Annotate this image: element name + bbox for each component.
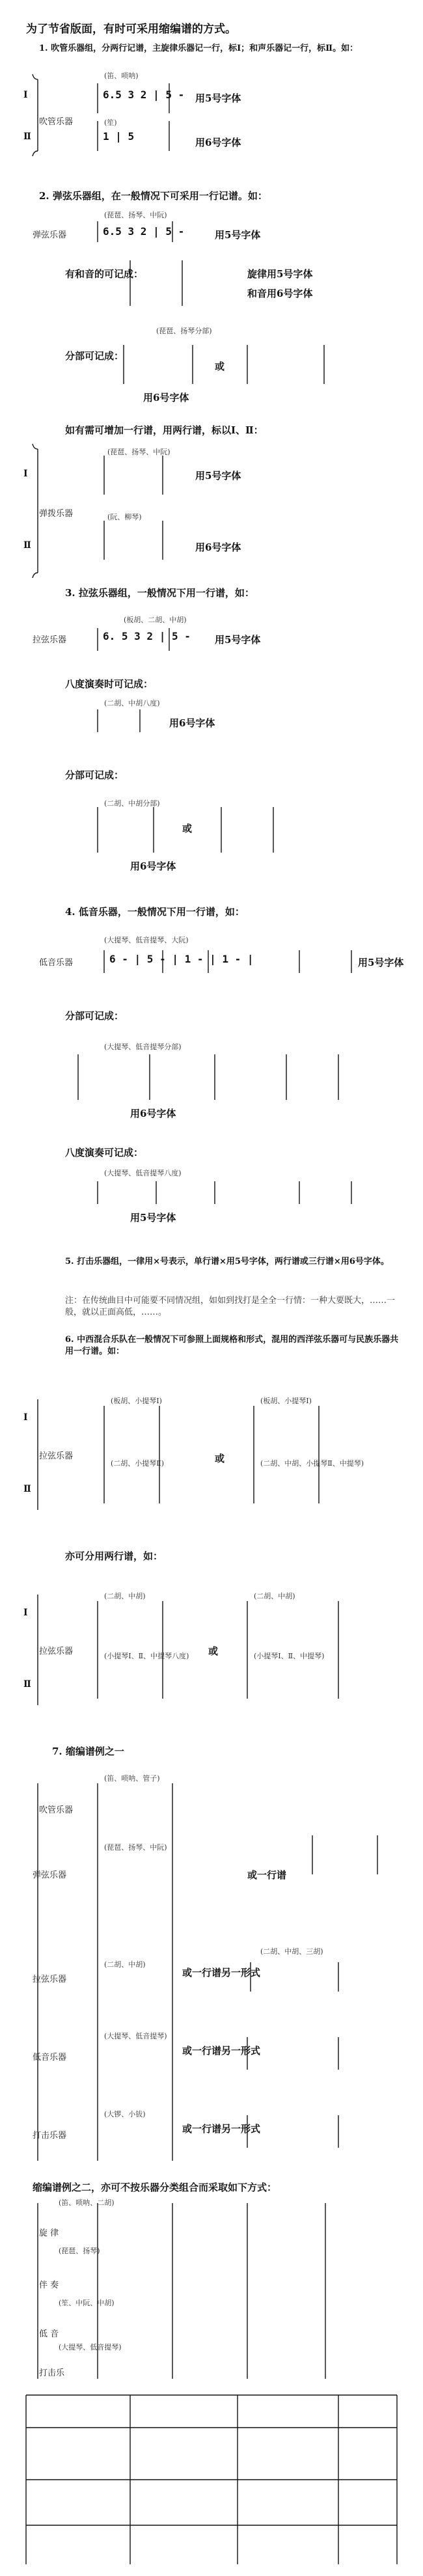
s7-note-0: (笛、唢呐、管子) [104, 1774, 160, 1783]
s5-group: 拉弦乐器 [39, 1451, 74, 1461]
s8-group-0: 旋 律 [39, 2228, 59, 2238]
s6-group: 拉弦乐器 [39, 1647, 74, 1656]
s3-oct-font: 用6号字体 [169, 717, 215, 729]
s8-note-2: (笙、中阮、中胡) [59, 2299, 115, 2307]
s3-split-label: 分部可记成： [65, 769, 124, 781]
s7-note-4: (大锣、小钹) [104, 2110, 146, 2118]
s7-group-0: 吹管乐器 [39, 1805, 74, 1815]
s2b-font1: 用5号字体 [195, 470, 241, 482]
s5-or: 或 [215, 1453, 225, 1464]
s7-title: 7. 缩编谱例之一 [52, 1746, 124, 1757]
s6-roman-1: Ⅰ [23, 1608, 28, 1618]
s8-note-3: (大提琴、低音提琴) [59, 2343, 122, 2351]
s6-n3: (二胡、中胡) [254, 1592, 295, 1600]
s7-group-3: 低音乐器 [33, 2053, 67, 2062]
s8-note-0: (笛、唢呐、二胡) [59, 2199, 115, 2207]
s7-note-3: (大提琴、低音提琴) [104, 2032, 167, 2040]
s1-row1: 6.5 3 2 | 5 - [103, 89, 185, 101]
s1-roman-1: Ⅰ [23, 90, 28, 100]
s7-alt1: 或一行谱 [247, 1869, 287, 1881]
s7-alt4: 或一行谱另一形式 [182, 2123, 261, 2135]
s6-n2: (小提琴Ⅰ、Ⅱ、中提琴八度) [104, 1652, 189, 1660]
s3-row: 6. 5 3 2 | 5 - [103, 630, 191, 642]
s7-group-2: 拉弦乐器 [33, 1975, 67, 1984]
s4-note: (大提琴、低音提琴、大阮) [104, 936, 189, 944]
s8-title: 缩编谱例之二，亦可不按乐器分类组合而采取如下方式： [33, 2182, 277, 2193]
s8-group-1: 伴 奏 [39, 2281, 59, 2290]
s6-roman-2: Ⅱ [23, 1679, 31, 1690]
s2b-note2: (阮、柳琴) [107, 513, 142, 521]
s4-title: 4. 低音乐器，一般情况下用一行谱，如： [65, 906, 245, 918]
s1-note1: (笛、唢呐) [104, 72, 139, 80]
s4-oct-label: 八度演奏可记成： [65, 1147, 144, 1158]
s6-n4: (小提琴Ⅰ、Ⅱ、中提琴) [254, 1652, 325, 1660]
s5-n2: (二胡、小提琴Ⅱ) [111, 1459, 165, 1468]
s1-roman-2: Ⅱ [23, 131, 31, 142]
s1-title: 1. 吹管乐器组，分两行记谱，主旋律乐器记一行，标Ⅰ；和声乐器记一行，标Ⅱ。如： [39, 44, 359, 53]
s5-roman-1: Ⅰ [23, 1412, 28, 1423]
s7-alt2: 或一行谱另一形式 [182, 1967, 261, 1979]
s8-group-3: 打击乐 [39, 2368, 65, 2378]
s3-oct-note: (二胡、中胡八度) [104, 699, 160, 707]
s2-split-font: 用6号字体 [143, 392, 189, 404]
s7-note-1: (琵琶、扬琴、中阮) [104, 1843, 167, 1852]
s2b-note1: (琵琶、扬琴、中阮) [107, 448, 171, 456]
s3-oct-label: 八度演奏时可记成： [65, 678, 154, 690]
s4-split-note: (大提琴、低音提琴分部) [104, 1043, 182, 1051]
s1-row2: 1 | 5 [103, 130, 135, 143]
s2-split-or: 或 [215, 361, 225, 372]
s3-note: (板胡、二胡、中胡) [124, 616, 187, 624]
s2-harm-font2: 和音用6号字体 [247, 288, 313, 299]
s5-title: 5. 打击乐器组，一律用×号表示，单行谱×用5号字体，两行谱或三行谱×用6号字体。 [65, 1257, 389, 1267]
s5-n1: (板胡、小提琴Ⅰ) [111, 1397, 162, 1405]
s6-n1: (二胡、中胡) [104, 1592, 146, 1600]
s2-font: 用5号字体 [215, 229, 261, 241]
intro-text: 为了节省版面，有时可采用缩编谱的方式。 [26, 23, 236, 36]
s7-note-2: (二胡、中胡) [104, 1960, 146, 1969]
s7-alt3: 或一行谱另一形式 [182, 2045, 261, 2057]
s4-row: 6 - | 5 - | 1 - | 1 - | [109, 953, 254, 965]
s3-group: 拉弦乐器 [33, 635, 67, 645]
s8-group-2: 低 音 [39, 2329, 59, 2339]
s4-group: 低音乐器 [39, 958, 74, 968]
s5-n4: (二胡、中胡、小提琴Ⅱ、中提琴) [260, 1459, 364, 1468]
s2-title: 2. 弹弦乐器组，在一般情况下可采用一行记谱。如： [39, 190, 267, 202]
s4-oct-note: (大提琴、低音提琴八度) [104, 1169, 182, 1177]
s5-title6: 6. 中西混合乐队在一般情况下可参照上面规格和形式，混用的西洋弦乐器可与民族乐器共用一行谱。如： [65, 1335, 399, 1356]
s3-split-font: 用6号字体 [130, 860, 176, 872]
s6-or: 或 [208, 1645, 219, 1657]
s2b-group: 弹拨乐器 [39, 509, 74, 519]
s7-group-4: 打击乐器 [33, 2131, 67, 2141]
s5-body: 注：在传统曲目中可能要不同情况组，如如到找打是全全一行情：一种大要既大，……一般，就以正面高低，……。 [65, 1296, 396, 1317]
s7-note-5: (二胡、中胡、三胡) [260, 1947, 323, 1956]
s2-harm-font1: 旋律用5号字体 [247, 268, 313, 280]
s8-note-1: (琵琶、扬琴) [59, 2247, 100, 2255]
s3-title: 3. 拉弦乐器组，一般情况下用一行谱，如： [65, 587, 254, 599]
s2b-font2: 用6号字体 [195, 541, 241, 553]
s1-font2: 用6号字体 [195, 137, 241, 148]
s2-extra: 如有需可增加一行谱，用两行谱，标以Ⅰ、Ⅱ： [65, 424, 264, 436]
s6-label: 亦可分用两行谱，如： [65, 1550, 163, 1562]
s2b-roman-1: Ⅰ [23, 469, 28, 479]
s3-split-note: (二胡、中胡分部) [104, 799, 160, 808]
s2-split-note: (琵琶、扬琴分部) [156, 327, 212, 335]
s4-split-font: 用6号字体 [130, 1108, 176, 1119]
s7-group-1: 弹弦乐器 [33, 1870, 67, 1880]
s1-group: 吹管乐器 [39, 117, 74, 127]
s3-font: 用5号字体 [215, 634, 261, 646]
s2-row: 6.5 3 2 | 5 - [103, 225, 185, 238]
s5-roman-2: Ⅱ [23, 1484, 31, 1494]
s2-harmony-label: 有和音的可记成： [65, 268, 144, 280]
s4-oct-font: 用5号字体 [130, 1212, 176, 1224]
s2-group: 弹弦乐器 [33, 230, 67, 240]
s1-font1: 用5号字体 [195, 92, 241, 104]
s2-note: (琵琶、扬琴、中阮) [104, 211, 167, 219]
s5-n3: (板胡、小提琴Ⅰ) [260, 1397, 312, 1405]
s4-font: 用5号字体 [358, 957, 404, 968]
s1-note2: (笙) [104, 118, 117, 127]
s4-split-label: 分部可记成： [65, 1010, 124, 1022]
s3-split-or: 或 [182, 823, 193, 834]
s2b-roman-2: Ⅱ [23, 540, 31, 551]
s2-split-label: 分部可记成： [65, 350, 124, 362]
